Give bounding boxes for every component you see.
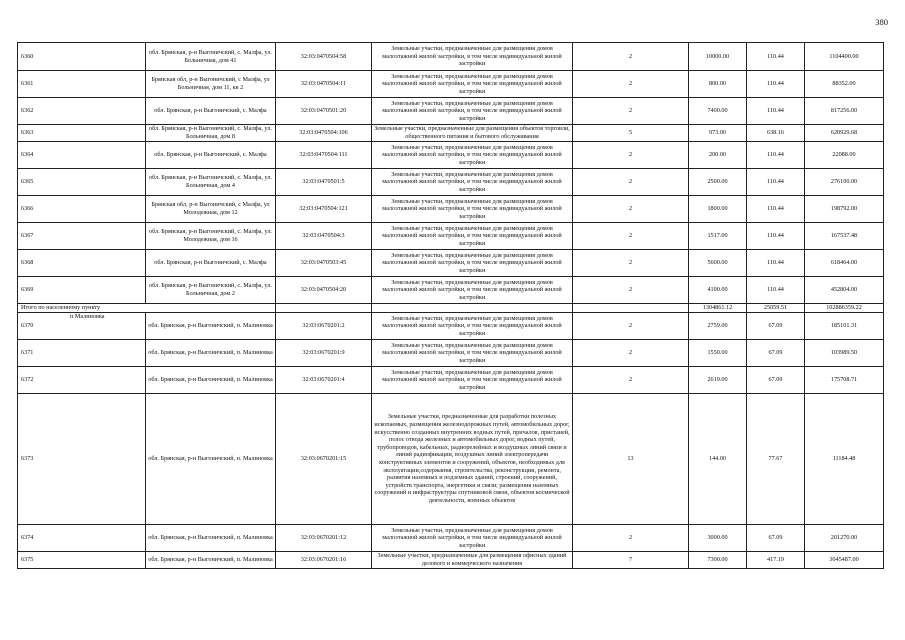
land-use-cell: Земельные участки, предназначенные для размещения домов малоэтажной жилой застройки, в том числе индивидуальной жилой застройки [372,169,573,196]
address-cell: обл. Брянская, р-н Выгоничский, п. Малиновка [146,313,276,340]
cadastral-table-wrapper [17,42,883,569]
area-cell: 7400.00 [689,98,747,125]
group-cell: 2 [573,71,689,98]
unit-value-cell: 110.44 [747,277,805,304]
unit-value-cell: 110.44 [747,142,805,169]
unit-value-cell: 67.09 [747,313,805,340]
table-row [18,525,884,552]
cadastral-number-cell: 32:03:0670201:15 [276,394,372,525]
group-cell: 5 [573,125,689,142]
area-cell: 1550.00 [689,340,747,367]
table-total-section [18,304,884,313]
address-cell: обл. Брянская, р-н Выгоничский, п. Малиновка [146,367,276,394]
group-cell: 2 [573,250,689,277]
address-cell: обл. Брянская, р-н Выгоничский, с. Малфа [146,142,276,169]
group-cell: 2 [573,98,689,125]
table-row [18,98,884,125]
total-cost: 102886359.22 [805,304,884,313]
group-cell: 2 [573,367,689,394]
table-row [18,223,884,250]
cadastral-number-cell: 32:03:0670201:12 [276,525,372,552]
land-use-cell: Земельные участки, предназначенные для размещения домов малоэтажной жилой застройки, в том числе индивидуальной жилой застройки [372,340,573,367]
land-use-cell: Земельные участки, предназначенные для размещения домов малоэтажной жилой застройки, в том числе индивидуальной жилой застройки [372,313,573,340]
address-cell: обл. Брянская, р-н Выгоничский, п. Малиновка [146,340,276,367]
cadastral-cost-cell: 88352.00 [805,71,884,98]
row-number: 6360 [18,43,146,71]
group-cell: 2 [573,196,689,223]
row-number: 6369 [18,277,146,304]
cadastral-number-cell: 32:03:0470501:5 [276,169,372,196]
address-cell: обл. Брянская, р-н Выгоничский, с. Малфа [146,250,276,277]
address-cell: обл. Брянская, р-н Выгоничский, п. Малиновка [146,552,276,569]
area-cell: 200.00 [689,142,747,169]
row-number: 6361 [18,71,146,98]
table-row [18,125,884,142]
cadastral-number-cell: 32:03:0470504:3 [276,223,372,250]
row-number: 6364 [18,142,146,169]
total-empty-cadastral [276,304,372,313]
cadastral-cost-cell: 167537.48 [805,223,884,250]
unit-value-cell: 110.44 [747,196,805,223]
address-cell: Брянская обл, р-н Выгоничский, с Малфа, ул Больничная, дом 11, кв 2 [146,71,276,98]
unit-value-cell: 110.44 [747,43,805,71]
total-area: 1304861.12 [689,304,747,313]
settlement-heading: п Малиновка [70,313,105,320]
address-cell: обл. Брянская, р-н Выгоничский, с. Малфа, ул. Больничная, дом 41 [146,43,276,71]
area-cell: 10000.00 [689,43,747,71]
cadastral-cost-cell: 11184.48 [805,394,884,525]
cadastral-cost-cell: 103989.50 [805,340,884,367]
cadastral-number-cell: 32:03:0470504:121 [276,196,372,223]
area-cell: 3000.00 [689,525,747,552]
address-cell: Брянская обл, р-н Выгоничский, с Малфа, ул Молодежная, дом 12 [146,196,276,223]
address-cell: обл. Брянская, р-н Выгоничский, с. Малфа, ул. Молодежная, дом 16 [146,223,276,250]
row-number: 6375 [18,552,146,569]
table-row [18,367,884,394]
cadastral-cost-cell: 620929.68 [805,125,884,142]
row-number: 6366 [18,196,146,223]
row-number: 6362 [18,98,146,125]
cadastral-number-cell: 32:03:0670201:4 [276,367,372,394]
cadastral-cost-cell: 618464.00 [805,250,884,277]
cadastral-number-cell: 32:03:0670201:9 [276,340,372,367]
cadastral-cost-cell: 452804.00 [805,277,884,304]
table-row [18,71,884,98]
row-number: 6374 [18,525,146,552]
unit-value-cell: 417.19 [747,552,805,569]
cadastral-cost-cell: 817256.00 [805,98,884,125]
cadastral-cost-cell: 1104400.00 [805,43,884,71]
unit-value-cell: 110.44 [747,250,805,277]
address-cell: обл. Брянская, р-н Выгоничский, п. Малиновка [146,394,276,525]
table-row [18,552,884,569]
cadastral-number-cell: 32:03:0670201:2 [276,313,372,340]
row-number [18,313,146,340]
total-unit-value: 25059.51 [747,304,805,313]
row-number: 6365 [18,169,146,196]
area-cell: 1800.00 [689,196,747,223]
area-cell: 5600.00 [689,250,747,277]
address-cell: обл. Брянская, р-н Выгоничский, с. Малфа, ул. Больничная, дом 2 [146,277,276,304]
cadastral-cost-cell: 198792.00 [805,196,884,223]
group-cell: 2 [573,142,689,169]
unit-value-cell: 110.44 [747,98,805,125]
group-cell: 2 [573,223,689,250]
table-row [18,169,884,196]
row-number: 6372 [18,367,146,394]
group-cell: 2 [573,340,689,367]
table-row [18,277,884,304]
area-cell: 2759.00 [689,313,747,340]
cadastral-cost-cell: 201270.00 [805,525,884,552]
cadastral-number-cell: 32:03:0670201:16 [276,552,372,569]
land-use-cell: Земельные участки, предназначенные для разработки полезных ископаемых, размещения железнодорожных путей, автомобильных дорог, искусственно созданных внутренних водных путей, причалов, пристаней, полос отвода железных и автомобильных дорог, водных путей, трубопроводов, кабельных, радиорелейных и воздушных линий связи и линий радиофикации, воздушных линий электропередачи конструктивных элементов и сооружений, объектов, необходимых для эксплуатации,содержания, строительства, реконструкции, ремонта, развития наземных и подземных зданий, строений, сооружений, устройств транспорта, энергетики и связи; размещения наземных сооружений и инфраструктуры спутниковой связи, объектов космической деятельности, военных объектов [372,394,573,525]
total-empty-group [573,304,689,313]
land-use-cell: Земельные участки, предназначенные для размещения домов малоэтажной жилой застройки, в том числе индивидуальной жилой застройки [372,525,573,552]
area-cell: 4100.00 [689,277,747,304]
address-cell: обл. Брянская, р-н Выгоничский, с. Малфа, ул. Больничная, дом 8 [146,125,276,142]
unit-value-cell: 110.44 [747,71,805,98]
total-label: Итого по населенному пункту [18,304,276,313]
row-number: 6373 [18,394,146,525]
group-cell: 2 [573,525,689,552]
cadastral-number-cell: 32:03:0470501:20 [276,98,372,125]
cadastral-number-cell: 32:03:0470504:11 [276,71,372,98]
table-row [18,313,884,340]
area-cell: 2619.00 [689,367,747,394]
total-row [18,304,884,313]
cadastral-cost-cell: 276100.00 [805,169,884,196]
land-use-cell: Земельные участки, предназначенные для размещения домов малоэтажной жилой застройки, в том числе индивидуальной жилой застройки [372,250,573,277]
land-use-cell: Земельные участки, предназначенные для размещения домов малоэтажной жилой застройки, в том числе индивидуальной жилой застройки [372,142,573,169]
area-cell: 2500.00 [689,169,747,196]
group-cell: 7 [573,552,689,569]
cadastral-number-cell: 32:03:0470504:58 [276,43,372,71]
cadastral-cost-cell: 22088.00 [805,142,884,169]
unit-value-cell: 67.09 [747,525,805,552]
area-cell: 7300.00 [689,552,747,569]
table-body-malinovka [18,313,884,569]
row-number: 6371 [18,340,146,367]
cadastral-cost-cell: 3045487.00 [805,552,884,569]
group-cell: 2 [573,313,689,340]
cadastral-number-cell: 32:03:0470504:111 [276,142,372,169]
row-number: 6367 [18,223,146,250]
group-cell: 13 [573,394,689,525]
area-cell: 144.00 [689,394,747,525]
table-row [18,394,884,525]
row-number-text: 6370 [21,322,34,330]
table-row [18,250,884,277]
group-cell: 2 [573,169,689,196]
land-use-cell: Земельные участки, предназначенные для размещения домов малоэтажной жилой застройки, в том числе индивидуальной жилой застройки [372,196,573,223]
land-use-cell: Земельные участки, предназначенные для размещения домов малоэтажной жилой застройки, в том числе индивидуальной жилой застройки [372,367,573,394]
area-cell: 973.00 [689,125,747,142]
unit-value-cell: 67.09 [747,340,805,367]
table-row [18,43,884,71]
unit-value-cell: 110.44 [747,223,805,250]
area-cell: 1517.00 [689,223,747,250]
cadastral-cost-cell: 185101.31 [805,313,884,340]
unit-value-cell: 110.44 [747,169,805,196]
address-cell: обл. Брянская, р-н Выгоничский, п. Малиновка [146,525,276,552]
table-row [18,340,884,367]
unit-value-cell: 638.16 [747,125,805,142]
land-use-cell: Земельные участки, предназначенные для размещения домов малоэтажной жилой застройки, в том числе индивидуальной жилой застройки [372,71,573,98]
address-cell: обл. Брянская, р-н Выгоничский, с. Малфа [146,98,276,125]
cadastral-number-cell: 32:03:0470504:106 [276,125,372,142]
group-cell: 2 [573,43,689,71]
land-use-cell: Земельные участки, предназначенные для размещения домов малоэтажной жилой застройки, в том числе индивидуальной жилой застройки [372,223,573,250]
table-row [18,142,884,169]
page-number: 380 [875,17,888,27]
cadastral-number-cell: 32:03:0470503:45 [276,250,372,277]
row-number: 6368 [18,250,146,277]
cadastral-value-table [17,42,884,569]
unit-value-cell: 77.67 [747,394,805,525]
land-use-cell: Земельные участки, предназначенные для размещения домов малоэтажной жилой застройки, в том числе индивидуальной жилой застройки [372,277,573,304]
land-use-cell: Земельные участки, предназначенные для размещения домов малоэтажной жилой застройки, в том числе индивидуальной жилой застройки [372,43,573,71]
land-use-cell: Земельные участки, предназначенные для размещения объектов торговли, общественного питания и бытового обслуживания [372,125,573,142]
land-use-cell: Земельные участки, предназначенные для размещения домов малоэтажной жилой застройки, в том числе индивидуальной жилой застройки [372,98,573,125]
cadastral-number-cell: 32:03:0470504:20 [276,277,372,304]
group-cell: 2 [573,277,689,304]
table-body-malfa [18,43,884,304]
row-number: 6363 [18,125,146,142]
cadastral-cost-cell: 175708.71 [805,367,884,394]
table-row [18,196,884,223]
address-cell: обл. Брянская, р-н Выгоничский, с. Малфа, ул. Больничная, дом 4 [146,169,276,196]
land-use-cell: Земельные участки, предназначенные для размещения офисных зданий делового и коммерческого назначения [372,552,573,569]
area-cell: 800.00 [689,71,747,98]
unit-value-cell: 67.09 [747,367,805,394]
total-empty-use [372,304,573,313]
